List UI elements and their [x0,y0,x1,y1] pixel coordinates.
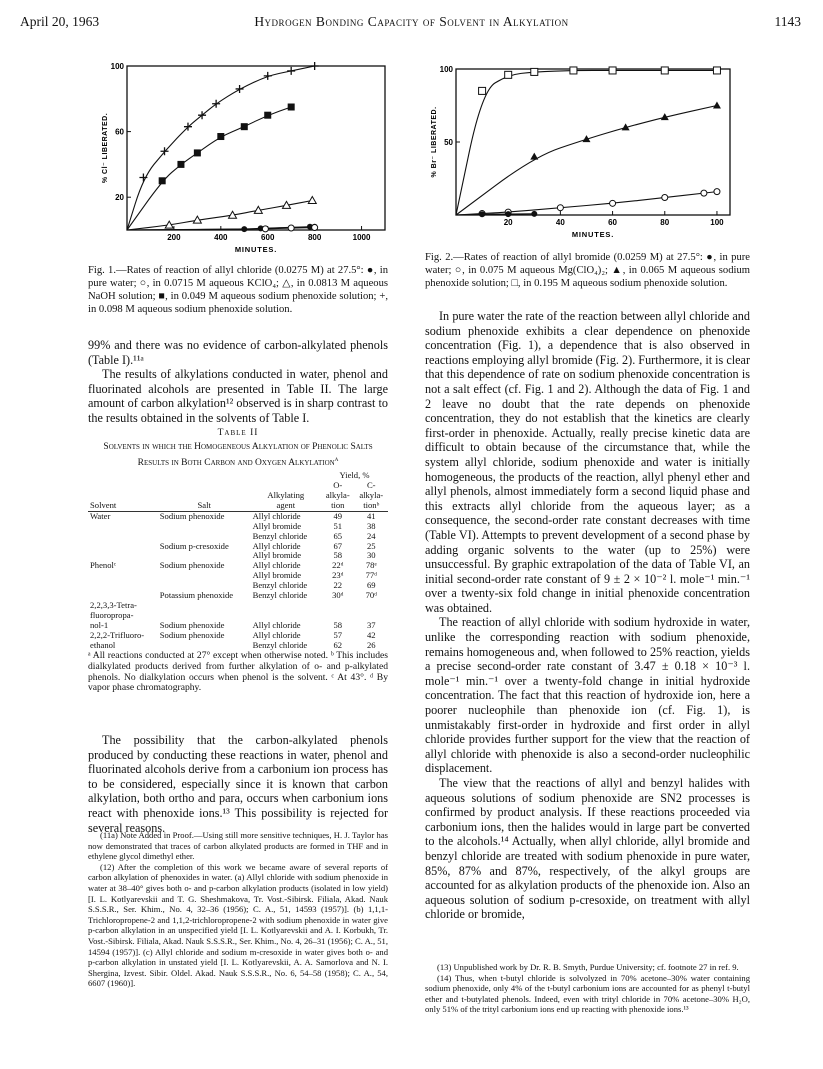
col-header: Solvent [90,499,117,510]
footnote-12: (12) After the completion of this work we became aware of several reports of carbon alkylation of phenoxides in water. (a) Allyl chloride with sodium phenoxide in water at 38–40° gives both o- and p-carbon alkylation products (isolated in low yield) [I. L. Kotlyarevskii and T. G. Sheshmakova, Tr. Vost.-Sibirsk. Filiala, Akad. Nauk S.S.S.R., Ser. Khim., No. 4, 32–36 (1956); C. A., 51, 14593 (1957)]. (b) 1,1,1-Trichloropropene-2 and 1,1,2-trichloropropene-2 with sodium phenoxide in water give p-carbon alkylation in an unspecified yield [I. L. Kotlyarevskii and A. I. Korbukh, Tr. Vost.-Sibirsk. Filiala, Akad. Nauk S.S.S.R., Ser. Khim., No. 4, 26–31 (1956); C. A., 51, 14594 (1957)]. (c) Allyl chloride and sodium m-cresoxide in water gives both o- and p-carbon alkylation in unstated yield [I. L. Kotlyarevskii, A. A. Samorlova and N. I. Shergina, Izvest. Sibir. Oldel. Akad. Nauk S.S.S.R., No. 6, 54–58 (1958); C. A., 54, 6607 (1960)]. [88,861,388,989]
table-cell [88,522,158,532]
col-header: alkyla- [325,489,350,500]
paragraph: The results of alkylations conducted in water, phenol and fluorinated alcohols are presented in Table II. The large amount of carbon alkylation¹² observed is in sharp contrast to the results obtained in the solvents of Table I. [88,367,388,425]
left-footnotes [88,830,388,989]
y-tick-label: 100 [439,65,453,74]
table-cell: Phenolᶜ [90,560,117,571]
figure-2-caption: Fig. 2.—Rates of reaction of allyl bromide (0.0259 M) at 27.5°: ●, in pure water; ○, in 0.075 M aqueous Mg(ClO₄)₂; ▲, in 0.065 M aqueous sodium phenoxide solution; □, in 0.195 M aqueous sodium phenoxide solution. [425,252,750,289]
x-axis-label: MINUTES. [234,245,278,254]
y-tick-label: 60 [115,127,124,137]
col-header: alkyla- [359,489,384,500]
x-tick-label: 200 [167,233,181,242]
data-point-open-circle [312,225,318,231]
table-cell: 24 [366,530,376,541]
footnote-13: (13) Unpublished work by Dr. R. B. Smyth, Purdue University; cf. footnote 27 in ref. 9. [437,962,739,972]
data-point-circle [531,211,537,217]
right-body [425,309,750,922]
x-tick-label: 20 [503,218,513,227]
data-point-open-circle [701,190,707,196]
data-point-plus [311,62,319,70]
table-cell: 62 [333,639,343,650]
data-point-open-circle [288,225,294,231]
data-point-square [159,177,166,184]
x-tick-label: 1000 [352,233,371,242]
data-point-open-square [661,67,668,74]
table-row [88,511,388,521]
col-header: agent [276,499,296,510]
data-point-circle [505,211,511,217]
table-row [88,581,388,591]
table-cell [158,601,251,611]
series-line [456,70,717,215]
data-point-open-circle [714,189,720,195]
data-point-open-square [479,87,486,94]
data-point-open-square [531,68,538,75]
table-row [88,571,388,581]
table-row [88,611,388,621]
data-point-plus [264,72,272,80]
y-tick-label: 20 [115,193,124,203]
table-cell: Allyl bromide [252,520,302,531]
col-header: tionᵇ [363,499,380,510]
table-cell: 41 [366,510,376,521]
figure-1-chart [95,60,395,260]
x-tick-label: 40 [555,218,565,227]
header-date: April 20, 1963 [20,14,100,29]
table-cell [88,532,158,542]
table-cell: Allyl chloride [252,619,301,630]
x-tick-label: 100 [710,218,724,227]
table-cell: 78ᵉ [365,560,377,571]
table-cell: 23ᵈ [332,570,344,581]
table-cell: Sodium phenoxide [159,619,225,630]
figure-2-chart [420,65,740,247]
paragraph: The view that the reactions of allyl and benzyl halides with aqueous solutions of sodium phenoxide are SN2 processes is confirmed by product analysis. If these reactions proceeded via carbonium ions, then the halides would in large part be converted to the alcohols.¹⁴ Actually, when allyl chloride, allyl bromide and benzyl chloride are treated with sodium phenoxide in pure water, 85%, 87% and 87%, respectively, of the alkyl groups are accounted for as alkylation products of the phenoxide ion. Also an aqueous solution of sodium p-cresoxide, on treatment with allyl chloride or bromide, [425,776,750,922]
series-line [456,192,717,215]
data-point-square [177,161,184,168]
table-cell: Potassium phenoxide [159,590,234,601]
table-cell: 57 [333,629,343,640]
table-cell [88,581,158,591]
table-cell: Benzyl chloride [252,639,308,650]
table-cell: Sodium phenoxide [159,560,225,571]
header-title: Hydrogen Bonding Capacity of Solvent in Alkylation [254,14,569,29]
figure-1-caption: Fig. 1.—Rates of reaction of allyl chloride (0.0275 M) at 27.5°: ●, in pure water; ○, in 0.0715 M aqueous KClO₄; △, in 0.0813 M aqueous NaOH solution; ■, in 0.049 M aqueous sodium phenoxide solution; +, in 0.098 M aqueous sodium phenoxide solution. [88,265,388,315]
paragraph: In pure water the rate of the reaction between allyl chloride and sodium phenoxide exhibits a clear dependence on phenoxide concentration (Fig. 1), a dependence that is also observed in reactions employing allyl bromide (Fig. 2). Furthermore, it is clear that this dependence of rate on sodium phenoxide concentration is not a salt effect (cf. Fig. 1 and 2). Although the data of Fig. 1 and 2 leave no doubt that the rate depends on phenoxide concentration, they do not establish that the kinetics are clearly first-order in phenoxide. Actually, really precise kinetic data are difficult to obtain because of the circumstance that, while the system allyl chloride, sodium phenoxide and water is initially homogeneous, the products of the reaction, allyl phenyl ether and allyl phenols, almost immediately form a second liquid phase and this extracts allyl chloride from the aqueous layer; as a consequence, the second-order rate constant decreases with time (Table VI). Attempts to prevent development of a second phase by adding organic solvents to the water (up to 25%) were unsuccessful. By graphic extrapolation of the data of Table VI, an initial second-order rate constant of 9 ± 2 × 10⁻² l. mole⁻¹ min.⁻¹ over a twenty-six fold change in initial phenoxide concentration was obtained. [425,309,750,615]
right-footnotes [425,962,750,1015]
table-cell [88,571,158,581]
y-axis-label: % Br⁻ LIBERATED. [431,106,438,178]
col-header: O- [333,480,343,491]
table-cell: 67 [333,540,343,551]
table-cell [251,601,321,611]
table-cell [321,601,354,611]
data-point-plus [287,67,295,75]
table-cell: Allyl chloride [252,560,301,571]
table-row [88,522,388,532]
table-2 [88,428,388,694]
table-cell: nol-1 [90,619,109,630]
table-cell: 30ᵈ [332,590,344,601]
table-cell: Allyl chloride [252,510,301,521]
table-cell: 30 [366,550,376,561]
table-cell: Sodium phenoxide [159,510,225,521]
table-cell: 22ᵈ [332,560,344,571]
col-header: tion [331,499,345,510]
data-point-square [288,104,295,111]
x-tick-label: 800 [307,233,322,242]
data-point-open-circle [557,205,563,211]
table-cell: ethanol [90,639,116,650]
table-cell: fluoropropa- [90,609,134,620]
x-tick-label: 60 [608,218,618,227]
table-cell [158,641,251,651]
table-cell [158,571,251,581]
data-point-square [217,133,224,140]
table-cell: Water [90,510,111,521]
table-cell: 69 [366,580,376,591]
data-point-open-circle [262,226,268,232]
table-label: Table II [217,428,259,438]
data-point-circle [479,211,485,217]
table-row [88,601,388,611]
data-point-open-square [570,67,577,74]
yield-header: Yield, % [339,470,370,481]
left-body-top [88,338,388,426]
data-point-open-triangle [308,196,316,203]
series-line [456,106,717,216]
table-cell [158,522,251,532]
col-header: Alkylating [267,489,305,500]
table-cell: 22 [333,580,343,591]
table-cell: 65 [333,530,343,541]
table-cell: 25 [366,540,376,551]
table-row [88,551,388,561]
table-cell: 70ᵈ [365,590,377,601]
table-row [88,631,388,641]
table-title: Solvents in which the Homogeneous Alkylation of Phenolic Salts Results in Both Carbon and Oxygen Alkylation$^a$ [103,442,373,468]
data-point-square [241,123,248,130]
table-cell: 26 [366,639,376,650]
table-cell: Benzyl chloride [252,530,308,541]
data-point-plus [236,85,244,93]
table-cell: 37 [366,619,376,630]
data-point-triangle [713,102,721,109]
table-cell [158,532,251,542]
table-row [88,532,388,542]
table-cell: Allyl chloride [252,540,301,551]
table-cell: 38 [366,520,376,531]
table-cell: Sodium p-cresoxide [159,540,229,551]
plot-frame [127,66,385,230]
footnote-11a: (11a) Note Added in Proof.—Using still more sensitive techniques, H. J. Taylor has now demonstrated that traces of carbon alkylated products are formed in THF and in ethylene glycol dimethyl ether. [88,830,388,862]
table-cell: Allyl chloride [252,629,301,640]
table-cell: 42 [366,629,376,640]
col-header: C- [366,480,376,491]
table-cell: Benzyl chloride [252,580,308,591]
table-cell [88,542,158,552]
col-header: Salt [197,499,211,510]
data-point-open-square [713,67,720,74]
table-cell: 2,2,3,3-Tetra- [90,599,137,610]
data-point-square [194,149,201,156]
paragraph: The reaction of allyl chloride with sodium hydroxide in water, unlike the corresponding reaction with sodium phenoxide, remains homogeneous and, when followed to 25% reaction, yields a precise second-order rate constant of 3.47 ± 0.18 × 10⁻³ l. mole⁻¹ min.⁻¹ over a twenty-fold change in initial hydroxide concentration. The fact that this reaction of hydroxide ion, here a poorer nucleophile than phenoxide ion (cf. Fig. 1), is unmistakably first-order in hydroxide and first order in allyl chloride provides further support for the view that the reaction of allyl chloride with phenoxide is also a second-order nucleophilic displacement. [425,615,750,776]
footnote-14: (14) Thus, when t-butyl chloride is solvolyzed in 70% acetone–30% water containing sodium phenoxide, only 4% of the t-butyl carbonium ions are accounted for as phenyl t-butyl ether and t-butylated phenols. Indeed, even with trityl chloride in 70% acetone–30% H₂O, only 51% of the trityl carbonium ions end up reacting with phenoxide ions.¹³ [425,972,750,1015]
x-tick-label: 600 [261,233,275,242]
y-tick-label: 50 [444,138,453,147]
x-tick-label: 400 [214,233,228,242]
table-cell: 77ᵈ [365,570,377,581]
table-cell: 51 [333,520,343,531]
left-body-bottom [88,733,388,835]
table-cell: Allyl bromide [252,570,302,581]
paragraph: The possibility that the carbon-alkylated phenols produced by conducting these reactions in water, phenol and fluorinated alcohols derive from a carbonium ion process has to be considered, especially since it is known that carbon alkylation, both ortho and para, occurs when carbonium ions react with phenoxide ions.¹³ This possibility is rejected for several reasons. [88,733,388,835]
table-2-grid [88,471,388,650]
data-point-open-circle [662,194,668,200]
table-cell: Allyl bromide [252,550,302,561]
data-point-square [264,112,271,119]
table-row [88,561,388,571]
plot-frame [456,69,730,215]
page-number: 1143 [774,14,801,29]
table-cell: 58 [333,619,343,630]
table-cell: Sodium phenoxide [159,629,225,640]
y-tick-label: 100 [110,62,124,71]
table-cell: 58 [333,550,343,561]
table-footnotes: ᵃ All reactions conducted at 27° except when otherwise noted. ᵇ This includes dialkylated products derived from further alkylation of o- and p-alkylated phenols. No dialkylation occurs when phenol is the solvent. ᶜ At 43°. ᵈ By vapor phase chromatography. [88,650,388,694]
x-tick-label: 80 [660,218,670,227]
series-line [127,107,291,230]
data-point-plus [139,174,147,182]
y-axis-label: % Cl⁻ LIBERATED. [102,112,109,184]
table-cell: 2,2,2-Trifluoro- [90,629,145,640]
data-point-open-square [505,71,512,78]
x-axis-label: MINUTES. [571,230,615,239]
table-cell: 49 [333,510,343,521]
table-cell [355,601,389,611]
table-row [88,641,388,651]
data-point-open-circle [610,200,616,206]
data-point-open-square [609,67,616,74]
paragraph: 99% and there was no evidence of carbon-alkylated phenols (Table I).¹¹ᵃ [88,338,388,367]
table-row [88,542,388,552]
table-cell: Benzyl chloride [252,590,308,601]
data-point-triangle [530,153,538,160]
